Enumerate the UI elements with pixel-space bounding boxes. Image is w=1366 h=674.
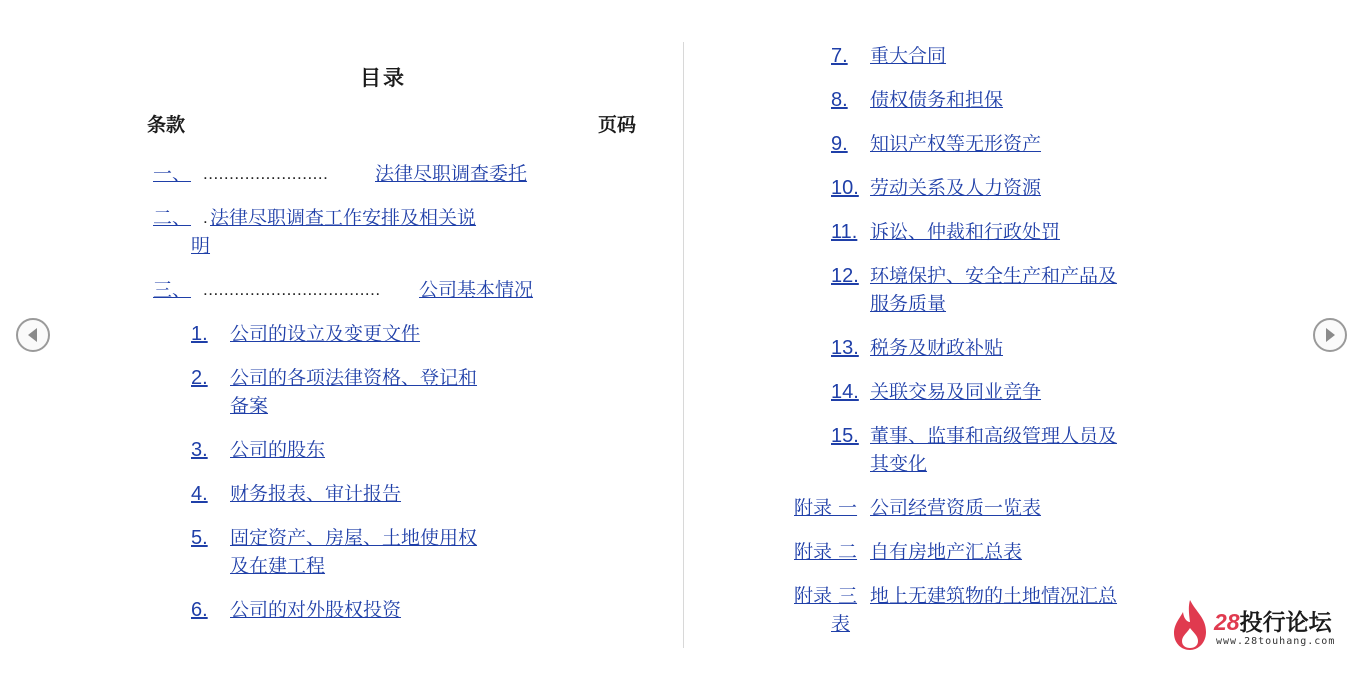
logo-number: 28 <box>1214 609 1240 635</box>
toc-entry-2[interactable] <box>153 204 553 260</box>
toc-entry-link[interactable]: 法律尽职调查委托 <box>375 163 528 185</box>
toc-number[interactable]: 9. <box>831 133 848 155</box>
toc-number[interactable]: 7. <box>831 45 848 67</box>
toc-number[interactable]: 2. <box>191 367 208 389</box>
toc-entry-link[interactable]: 公司基本情况 <box>419 279 534 301</box>
toc-number[interactable]: 1. <box>191 323 208 345</box>
toc-appendix-1[interactable] <box>794 494 1194 522</box>
toc-subentry-11[interactable] <box>831 218 1191 246</box>
flame-icon <box>1170 598 1210 652</box>
toc-entry-label[interactable]: 一、 <box>153 163 192 185</box>
prev-page-button[interactable] <box>16 318 50 352</box>
logo-wordmark <box>1214 604 1332 637</box>
toc-entry-link[interactable]: 债权债务和担保 <box>870 89 1004 111</box>
appendix-label[interactable]: 附录 二 <box>794 541 858 563</box>
toc-entry-link-cont[interactable]: 其变化 <box>870 453 928 475</box>
site-logo <box>1170 598 1350 654</box>
toc-entry-link[interactable]: 自有房地产汇总表 <box>870 541 1023 563</box>
left-page <box>120 0 680 674</box>
toc-entry-link[interactable]: 公司的对外股权投资 <box>230 599 402 621</box>
toc-header-clause: 条款 <box>147 114 186 136</box>
toc-entry-link[interactable]: 公司的股东 <box>230 439 326 461</box>
toc-entry-link[interactable]: 劳动关系及人力资源 <box>870 177 1042 199</box>
toc-entry-link[interactable]: 地上无建筑物的土地情况汇总 <box>870 585 1118 607</box>
toc-header-page: 页码 <box>598 114 637 136</box>
toc-entry-link-cont[interactable]: 明 <box>191 235 211 257</box>
toc-subentry-5[interactable] <box>191 524 531 580</box>
toc-leader-dots: ........................ <box>203 164 329 183</box>
logo-url: www.28touhang.com <box>1216 636 1336 647</box>
page-divider <box>683 42 684 648</box>
toc-subentry-7[interactable] <box>831 42 1191 70</box>
toc-number[interactable]: 12. <box>831 265 859 287</box>
toc-entry-link[interactable]: 税务及财政补贴 <box>870 337 1004 359</box>
toc-subentry-14[interactable] <box>831 378 1191 406</box>
toc-subentry-8[interactable] <box>831 86 1191 114</box>
toc-subentry-9[interactable] <box>831 130 1191 158</box>
toc-entry-link[interactable]: 公司的设立及变更文件 <box>230 323 421 345</box>
toc-number[interactable]: 4. <box>191 483 208 505</box>
toc-entry-link[interactable]: 董事、监事和高级管理人员及 <box>870 425 1118 447</box>
toc-subentry-1[interactable] <box>191 320 531 348</box>
toc-entry-label[interactable]: 三、 <box>153 279 192 301</box>
toc-subentry-2[interactable] <box>191 364 531 420</box>
toc-number[interactable]: 3. <box>191 439 208 461</box>
toc-entry-link[interactable]: 公司经营资质一览表 <box>870 497 1042 519</box>
toc-appendix-2[interactable] <box>794 538 1194 566</box>
arrow-left-icon <box>18 320 48 350</box>
toc-number[interactable]: 10. <box>831 177 859 199</box>
toc-leader-dots: . <box>203 208 209 227</box>
toc-number[interactable]: 11. <box>831 221 858 243</box>
appendix-label[interactable]: 附录 三 <box>794 585 858 607</box>
toc-entry-link[interactable]: 固定资产、房屋、土地使用权 <box>230 527 478 549</box>
toc-subentry-12[interactable] <box>831 262 1191 318</box>
toc-subentry-15[interactable] <box>831 422 1191 478</box>
toc-number[interactable]: 14. <box>831 381 859 403</box>
logo-name: 投行论坛 <box>1239 609 1332 635</box>
toc-appendix-3[interactable] <box>794 582 1194 638</box>
toc-entry-link[interactable]: 公司的各项法律资格、登记和 <box>230 367 478 389</box>
toc-subentry-10[interactable] <box>831 174 1191 202</box>
toc-title: 目录 <box>360 65 406 90</box>
toc-entry-link[interactable]: 环境保护、安全生产和产品及 <box>870 265 1118 287</box>
toc-entry-link[interactable]: 关联交易及同业竞争 <box>870 381 1042 403</box>
toc-entry-link-cont[interactable]: 服务质量 <box>870 293 947 315</box>
toc-entry-link[interactable]: 诉讼、仲裁和行政处罚 <box>870 221 1061 243</box>
toc-entry-3[interactable] <box>153 276 553 304</box>
toc-number[interactable]: 15. <box>831 425 859 447</box>
next-page-button[interactable] <box>1313 318 1347 352</box>
toc-subentry-4[interactable] <box>191 480 531 508</box>
toc-number[interactable]: 8. <box>831 89 848 111</box>
toc-leader-dots: .................................. <box>203 280 381 299</box>
toc-entry-link-cont[interactable]: 及在建工程 <box>230 555 326 577</box>
right-page <box>690 0 1250 674</box>
toc-number[interactable]: 5. <box>191 527 208 549</box>
arrow-right-icon <box>1315 320 1345 350</box>
toc-subentry-3[interactable] <box>191 436 531 464</box>
toc-entry-1[interactable] <box>153 160 553 188</box>
appendix-label[interactable]: 附录 一 <box>794 497 858 519</box>
toc-entry-link[interactable]: 重大合同 <box>870 45 947 67</box>
toc-number[interactable]: 6. <box>191 599 208 621</box>
toc-entry-link[interactable]: 财务报表、审计报告 <box>230 483 402 505</box>
toc-entry-link[interactable]: 法律尽职调查工作安排及相关说 <box>210 207 477 229</box>
toc-entry-label[interactable]: 二、 <box>153 207 192 229</box>
toc-entry-link-cont[interactable]: 表 <box>831 613 851 635</box>
toc-subentry-13[interactable] <box>831 334 1191 362</box>
toc-number[interactable]: 13. <box>831 337 859 359</box>
toc-entry-link[interactable]: 知识产权等无形资产 <box>870 133 1042 155</box>
toc-entry-link-cont[interactable]: 备案 <box>230 395 269 417</box>
toc-subentry-6[interactable] <box>191 596 531 624</box>
